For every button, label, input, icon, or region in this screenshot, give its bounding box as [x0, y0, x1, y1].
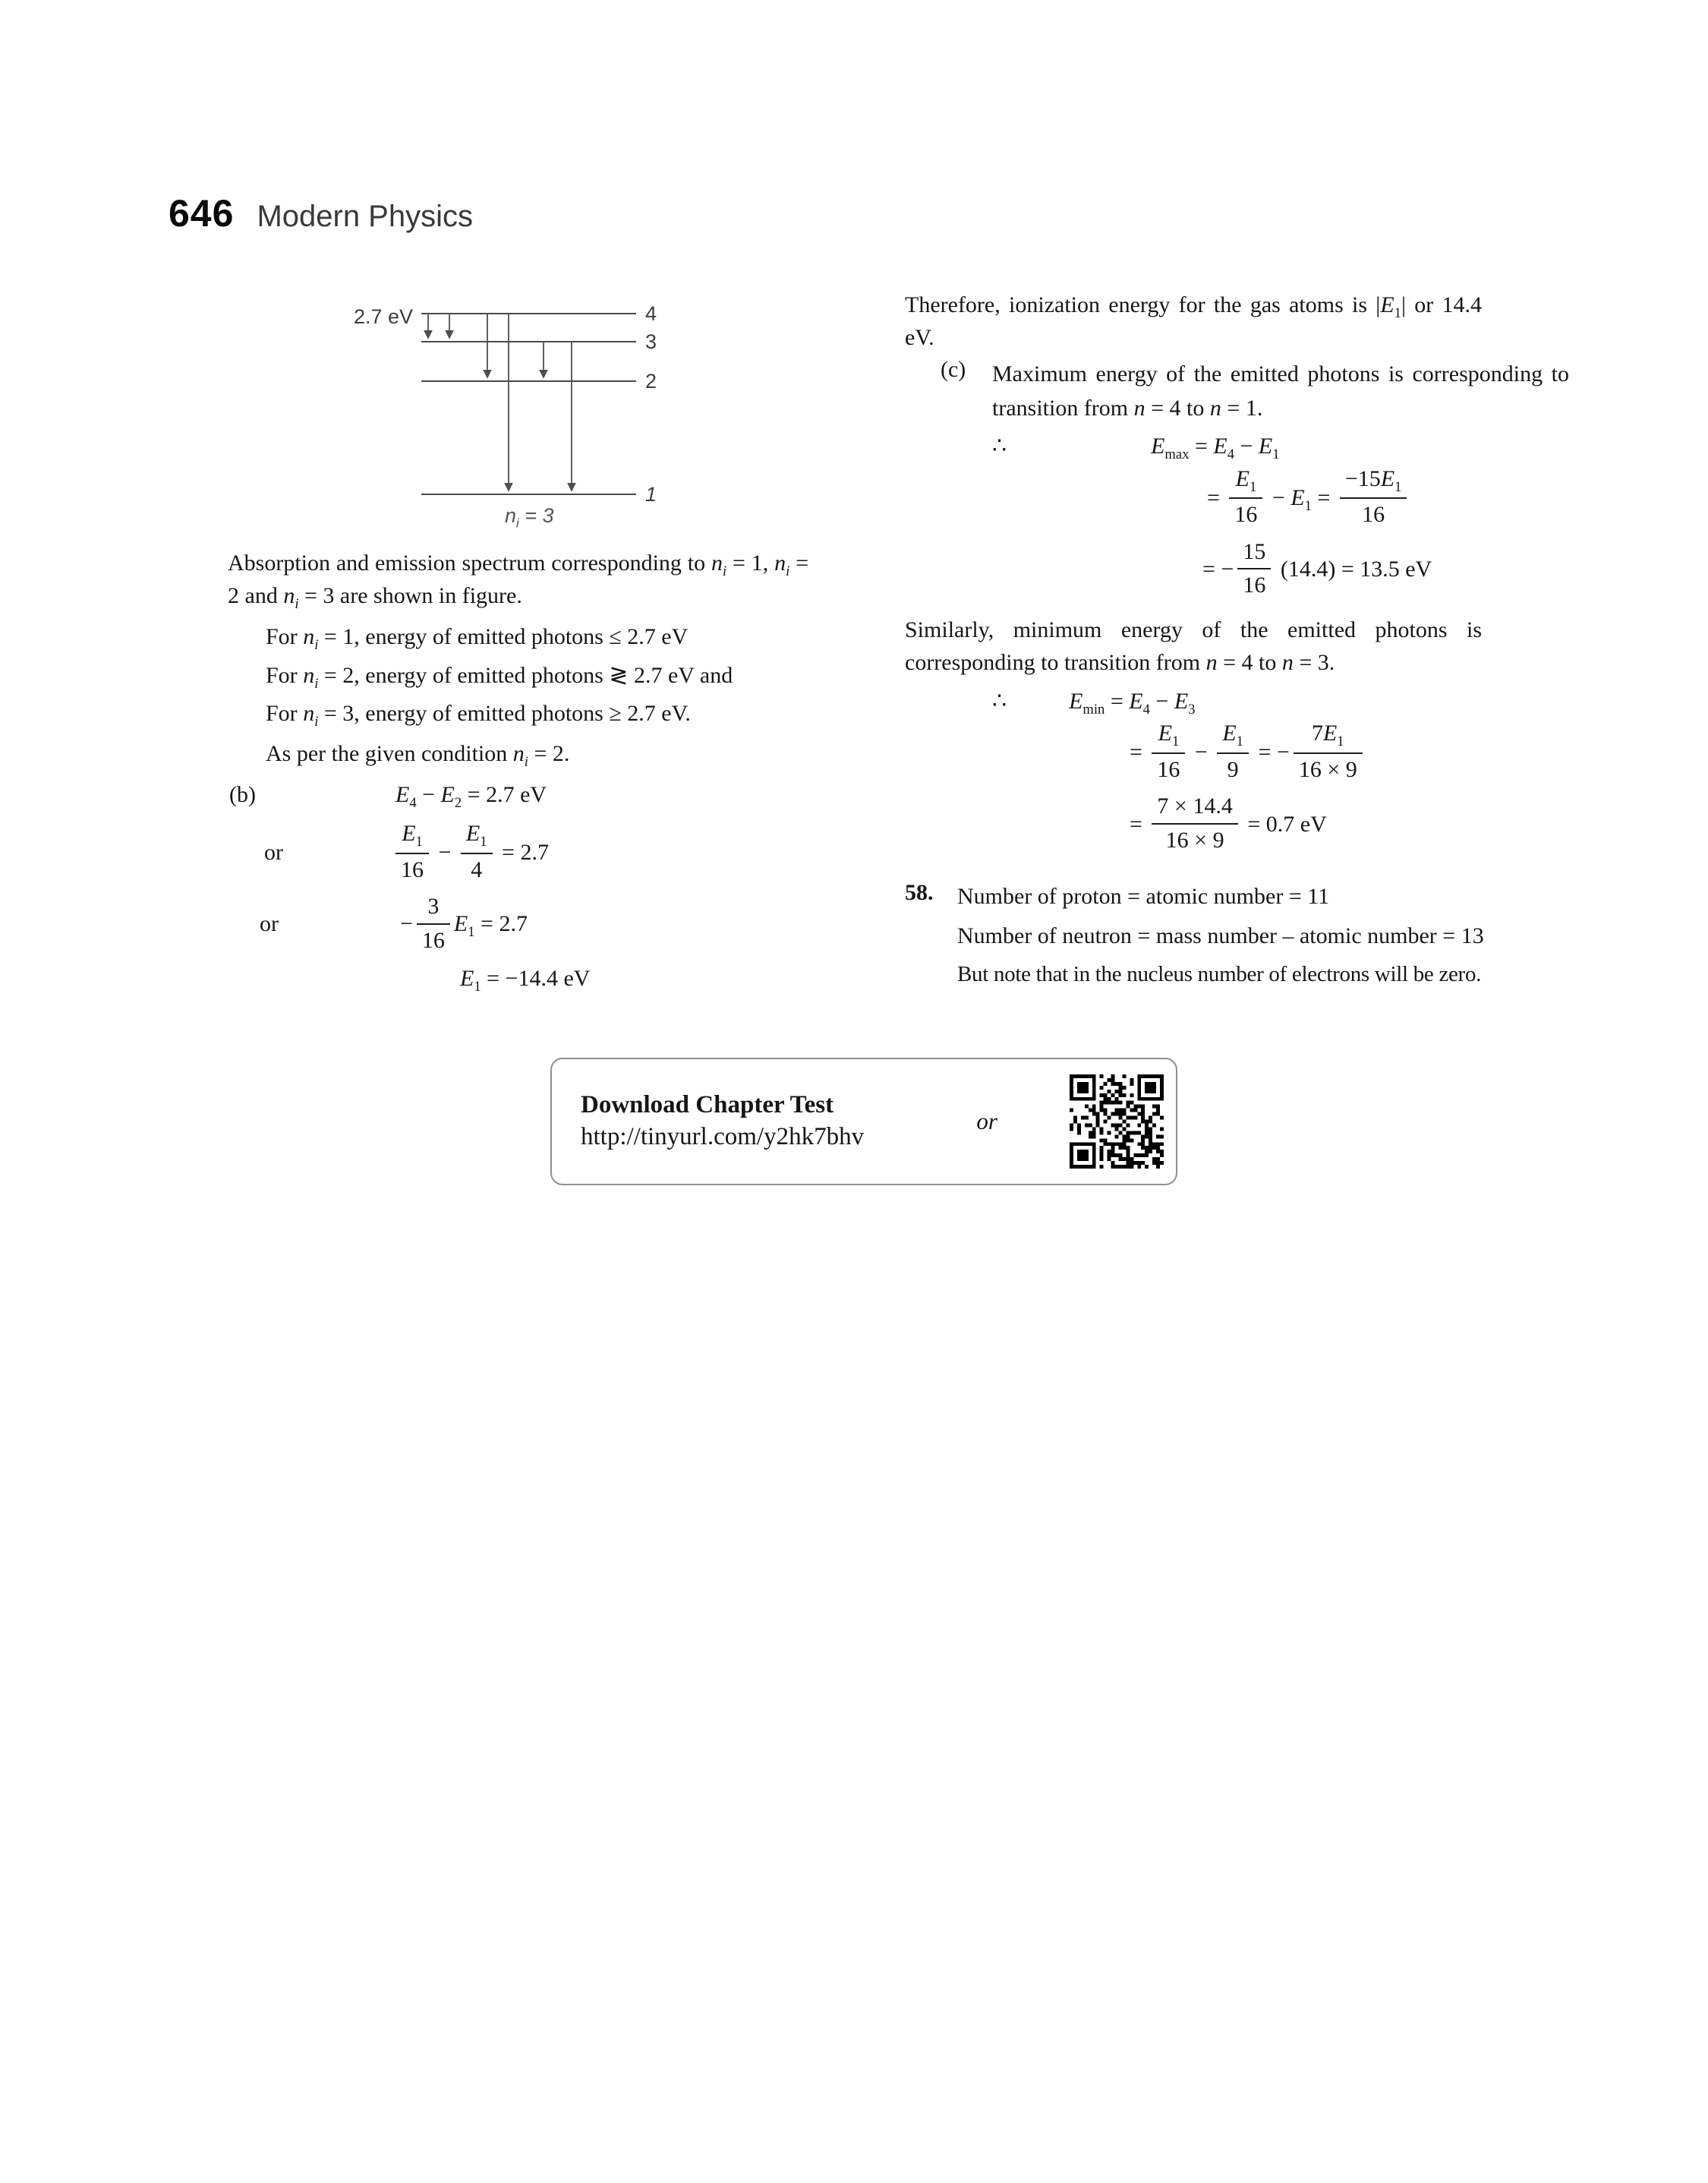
solution-paragraph: Therefore, ionization energy for the gas atoms is $|E_1|$ or 14.4 eV. — [905, 292, 1483, 350]
equation-row-emax3 — [905, 540, 1573, 603]
solution-paragraph: Absorption and emission spectrum corresponding to $n_i = 1$, $n_i = 2$ and $n_i = 3$ are shown in figure. — [228, 550, 808, 612]
equation-row-emin2 — [905, 721, 1573, 787]
left-column — [228, 547, 850, 995]
or-label: or — [264, 839, 283, 865]
download-text — [581, 1090, 864, 1153]
level-label-4: 4 — [645, 302, 657, 325]
level-label-3: 3 — [645, 330, 657, 353]
equation-b1: $E_4 - E_2 = 2.7$ eV — [395, 782, 547, 812]
download-url[interactable]: http://tinyurl.com/y2hk7bhv — [581, 1123, 865, 1150]
equation-row-emax — [905, 431, 1573, 462]
equation-row-b — [228, 780, 850, 811]
equation-row-or2 — [228, 894, 850, 957]
equation-b3: − $\frac{3}{16}$ $E_1 = 2.7$ — [400, 894, 528, 953]
or-label: or — [976, 1108, 997, 1134]
therefore-symbol: ∴ — [992, 434, 1007, 459]
therefore-symbol: ∴ — [992, 688, 1007, 714]
equation-b4: $E_1 = -14.4$ eV — [460, 966, 591, 995]
level-label-2: 2 — [645, 370, 657, 393]
equation-row-or1 — [228, 822, 850, 887]
condition-line: As per the given condition $n_i = 2$. — [266, 740, 570, 770]
equation-row-emax2 — [905, 467, 1573, 532]
download-chapter-test-box — [550, 1058, 1177, 1185]
equation-emax3: = − $\frac{15}{16}$ (14.4) = 13.5 eV — [1202, 538, 1432, 598]
equation-emax: $E_{max} = E_4 - E_1$ — [1151, 434, 1280, 462]
or-label: or — [260, 911, 279, 937]
question-number: 58. — [905, 880, 934, 906]
download-title: Download Chapter Test — [581, 1091, 834, 1118]
question-58-block — [905, 880, 1573, 991]
chapter-title: Modern Physics — [257, 200, 473, 233]
item-label-c: (c) — [941, 357, 966, 382]
equation-emin3: = $\frac{7 \times 14.4}{16 \times 9}$ = 0.7 eV — [1130, 793, 1327, 853]
case-line-ni1: For $n_i = 1$, energy of emitted photons ≤ 2.7 eV — [266, 624, 689, 653]
case-line-ni3: For $n_i = 3$, energy of emitted photons ≥ 2.7 eV. — [266, 701, 691, 730]
part-c-block — [905, 357, 1573, 425]
photon-energy-label: 2.7 eV — [354, 305, 414, 328]
solution-paragraph: Similarly, minimum energy of the emitted photons is corresponding to transition from n = 4 to n = 3. — [905, 617, 1482, 675]
page-number: 646 — [169, 192, 235, 235]
ni-label: $n_i = 3$ — [505, 504, 554, 531]
answer-line: Number of neutron = mass number – atomic number = 13 — [957, 923, 1484, 949]
equation-emin2: = $\frac{E_1}{16}$ − $\frac{E_1}{9}$ = − $\frac{7E_1}{16 \times 9}$ — [1130, 721, 1366, 787]
equation-emin: $E_{min} = E_4 - E_3$ — [1069, 688, 1196, 718]
right-column — [905, 289, 1573, 991]
answer-line: Number of proton = atomic number = 11 — [957, 884, 1330, 910]
equation-row-emin3 — [905, 794, 1573, 857]
equation-row-result — [228, 964, 850, 995]
solution-paragraph: Maximum energy of the emitted photons is corresponding to transition from n = 4 to n = 1. — [992, 361, 1569, 421]
equation-row-emin — [905, 686, 1573, 718]
answer-line: But note that in the nucleus number of electrons will be zero. — [957, 962, 1482, 987]
page-header — [169, 191, 473, 235]
equation-b2: $\frac{E_1}{16}$ − $\frac{E_1}{4}$ = 2.7 — [392, 822, 549, 887]
item-label-b: (b) — [229, 782, 256, 808]
case-line-ni2: For $n_i = 2$, energy of emitted photons ≷ 2.7 eV and — [266, 662, 733, 692]
energy-level-diagram — [349, 295, 706, 545]
qr-code — [1070, 1074, 1164, 1169]
equation-emax2: = $\frac{E_1}{16}$ − $E_1$ = $\frac{-15E_1}{16}$ — [1207, 467, 1410, 532]
level-label-1: 1 — [645, 483, 657, 506]
energy-level-diagram-svg — [349, 295, 691, 522]
